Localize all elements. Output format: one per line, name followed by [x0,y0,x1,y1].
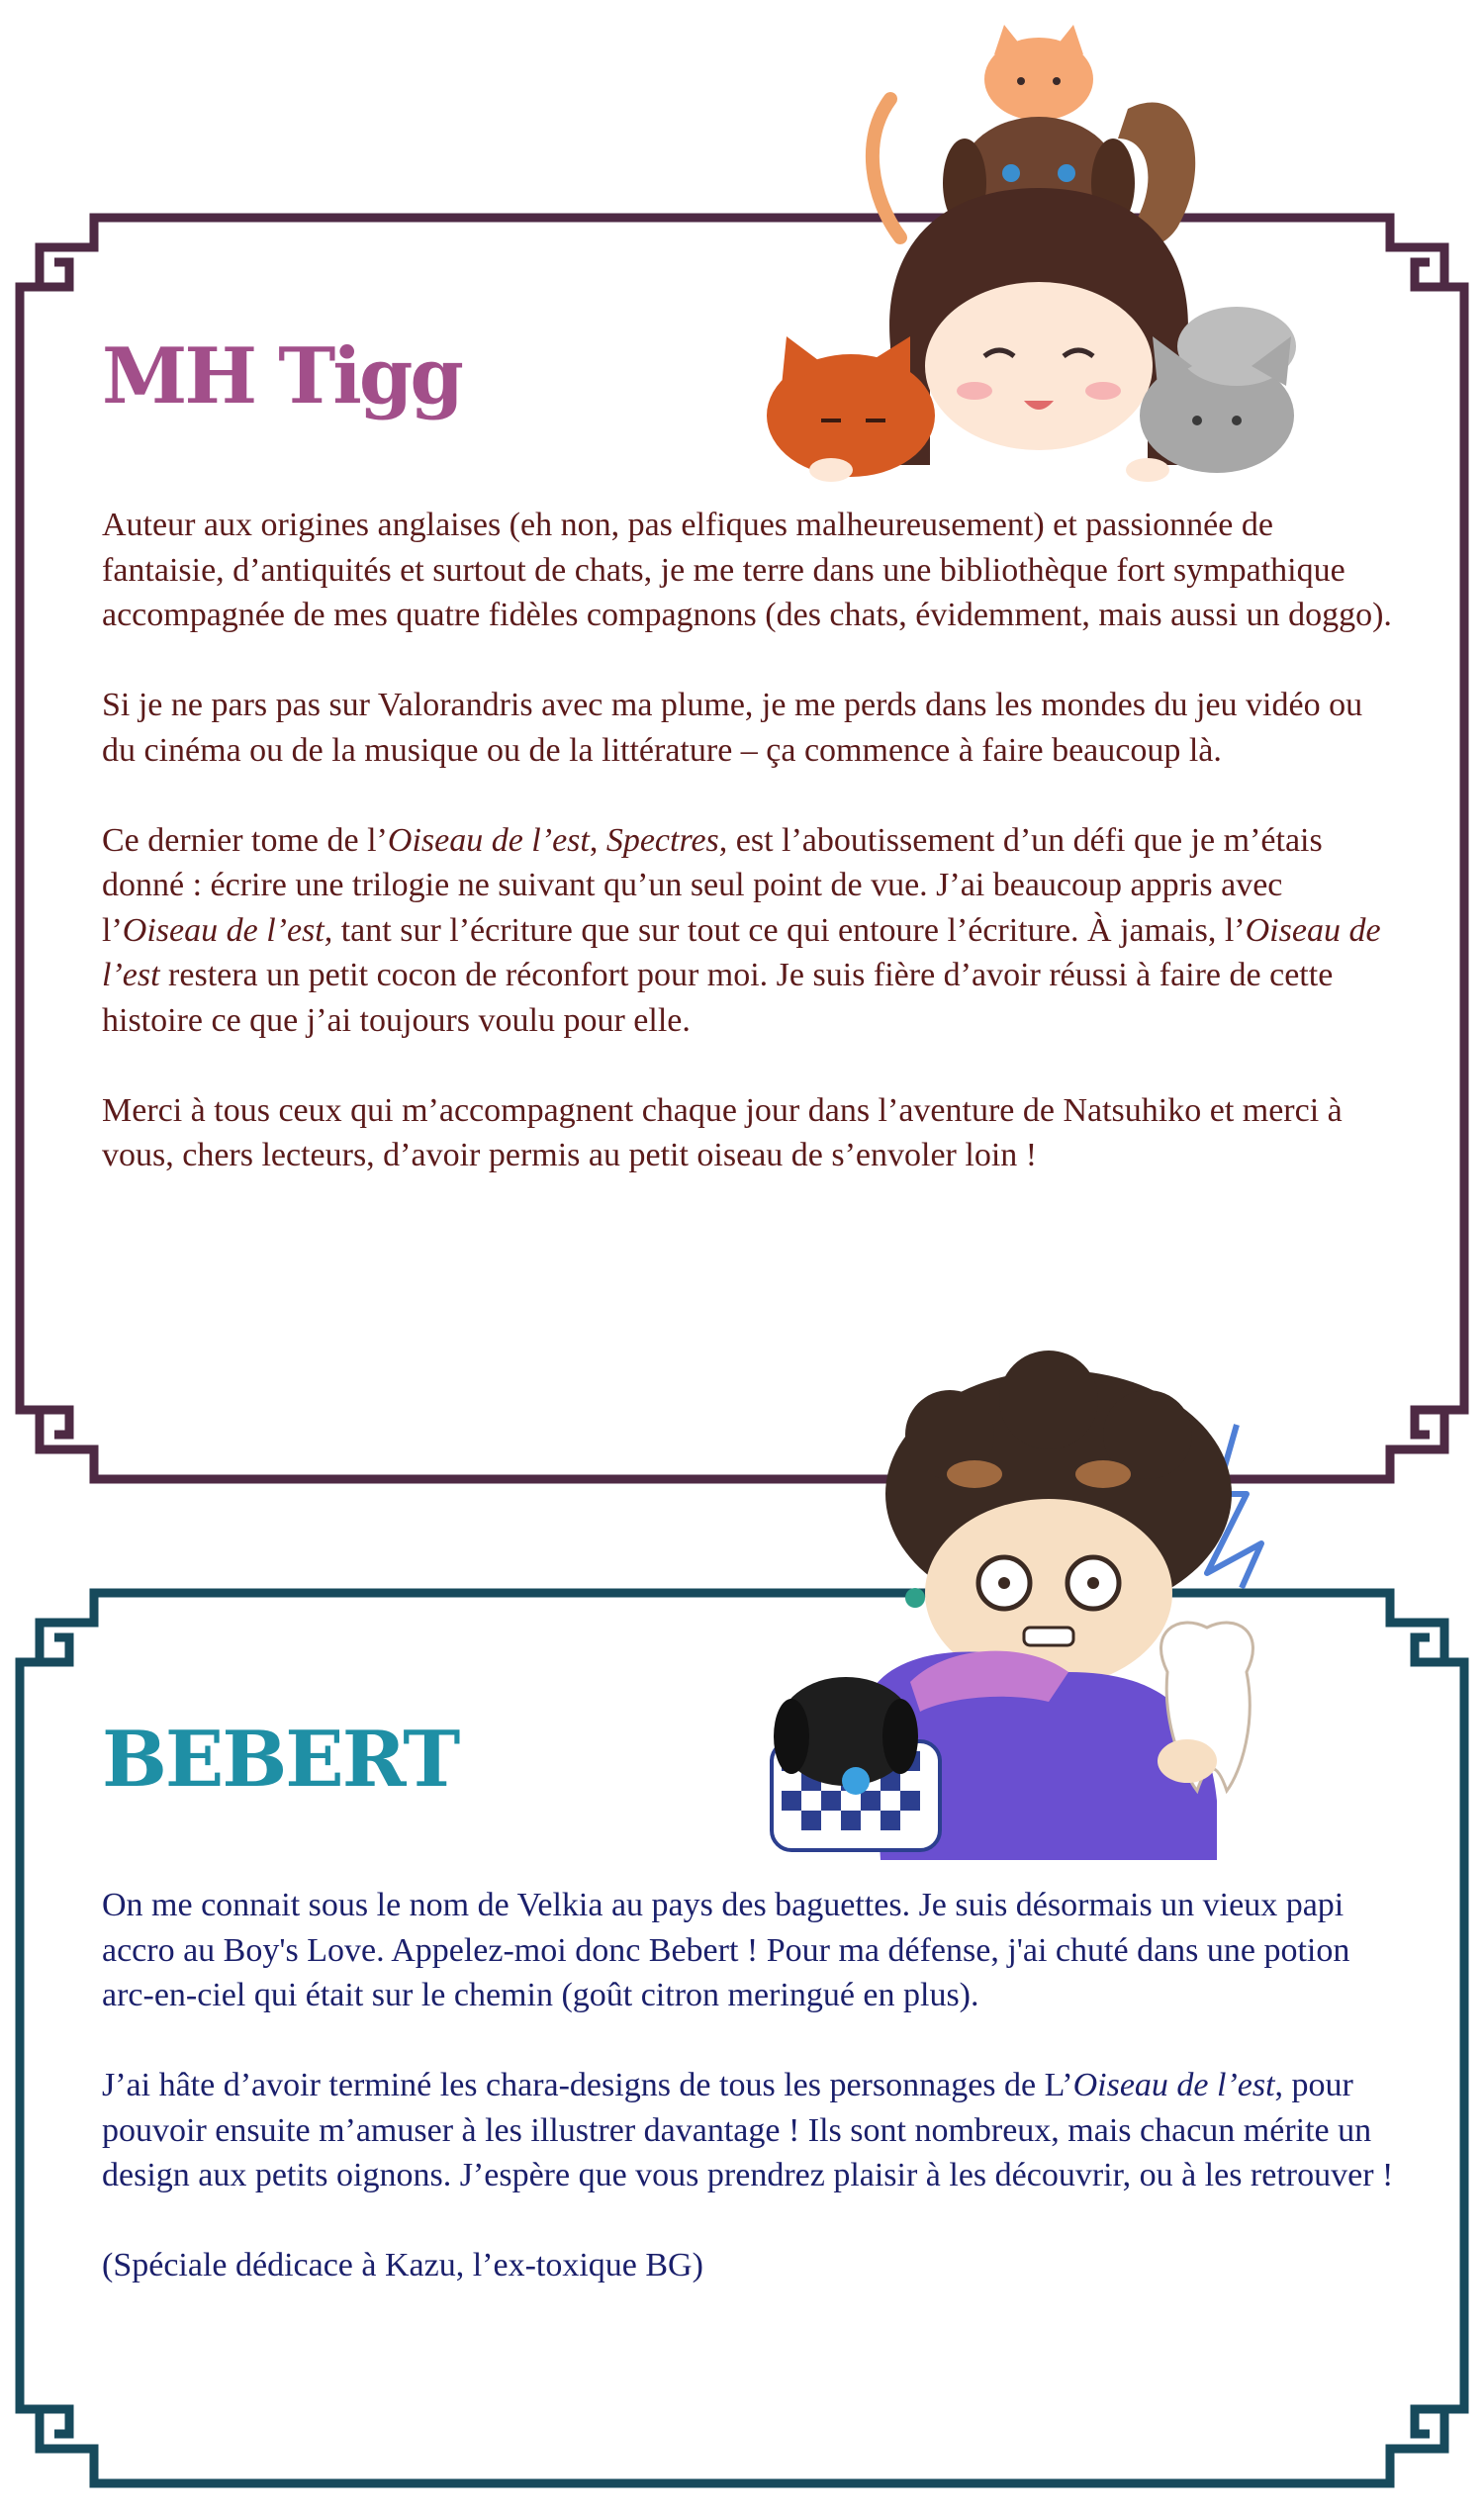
author-bio-text [102,1883,1398,2288]
bio-paragraph: Si je ne pars pas sur Valorandris avec ma plume, je me perds dans les mondes du jeu vidéo ou du cinéma ou de la musique ou de la littérature – ça commence à faire beaucoup là. [102,687,1363,769]
text-span: , [589,821,606,859]
text-span: Ce dernier tome de l’ [102,821,388,859]
author-name-title: BEBERT [102,1715,459,1805]
bio-paragraph [102,2063,1398,2198]
bio-paragraph: Auteur aux origines anglaises (eh non, pas elfiques malheureusement) et passionnée de fantaisie, d’antiquités et surtout de chats, je me terre dans une bibliothèque fort sympathique accompagnée de mes quatre fidèles compagnons (des chats, évidemment, mais aussi un doggo). [102,507,1392,633]
text-span: , pour pouvoir ensuite m’amuser à les illustrer davantage ! Ils sont nombreux, mais chacun mérite un design aux petits oignons. J’espère que vous prendrez plaisir à les découvrir, ou à les retrouver ! [102,2067,1394,2193]
text-span: restera un petit cocon de réconfort pour moi. Je suis fière d’avoir réussi à faire de cette histoire ce que j’ai toujours voulu pour elle. [102,957,1334,1039]
chibi-illustrator-with-dog-and-tooth-plush-illustration [752,1346,1306,1860]
bio-paragraph [102,818,1398,1044]
text-span: tant sur l’écriture que sur tout ce qui entoure l’écriture. À jamais, l’ [332,911,1246,949]
bio-paragraph: Merci à tous ceux qui m’accompagnent chaque jour dans l’aventure de Natsuhiko et merci à vous, chers lecteurs, d’avoir permis au petit oiseau de s’envoler loin ! [102,1091,1343,1173]
author-bio-text [102,503,1398,1178]
book-title-italic: Oiseau de l’est, [122,911,333,949]
book-title-italic: Oiseau de l’est [387,821,590,859]
chibi-author-with-cats-and-dog-illustration [752,20,1306,485]
text-span: J’ai hâte d’avoir terminé les chara-designs de tous les personnages de L’ [102,2067,1073,2103]
bio-paragraph: On me connait sous le nom de Velkia au pays des baguettes. Je suis désormais un vieux papi accro au Boy's Love. Appelez-moi donc Bebert ! Pour ma défense, j'ai chuté dans une potion arc-en-ciel qui était sur le chemin (goût citron meringué en plus). [102,1887,1350,2013]
bio-paragraph: (Spéciale dédicace à Kazu, l’ex-toxique BG) [102,2247,703,2283]
author-name-title: MH Tigg [102,331,461,421]
author-card-bebert [0,1346,1484,2516]
book-title-italic: Oiseau de l’est [102,911,1381,993]
book-title-italic: Oiseau de l’est [1072,2067,1275,2103]
text-span: est l’aboutissement d’un défi que je m’étais donné : écrire une trilogie ne suivant qu’un seul point de vue. J’ai beaucoup appris avec l’ [102,821,1323,949]
book-title-italic: Spectres, [605,821,728,859]
